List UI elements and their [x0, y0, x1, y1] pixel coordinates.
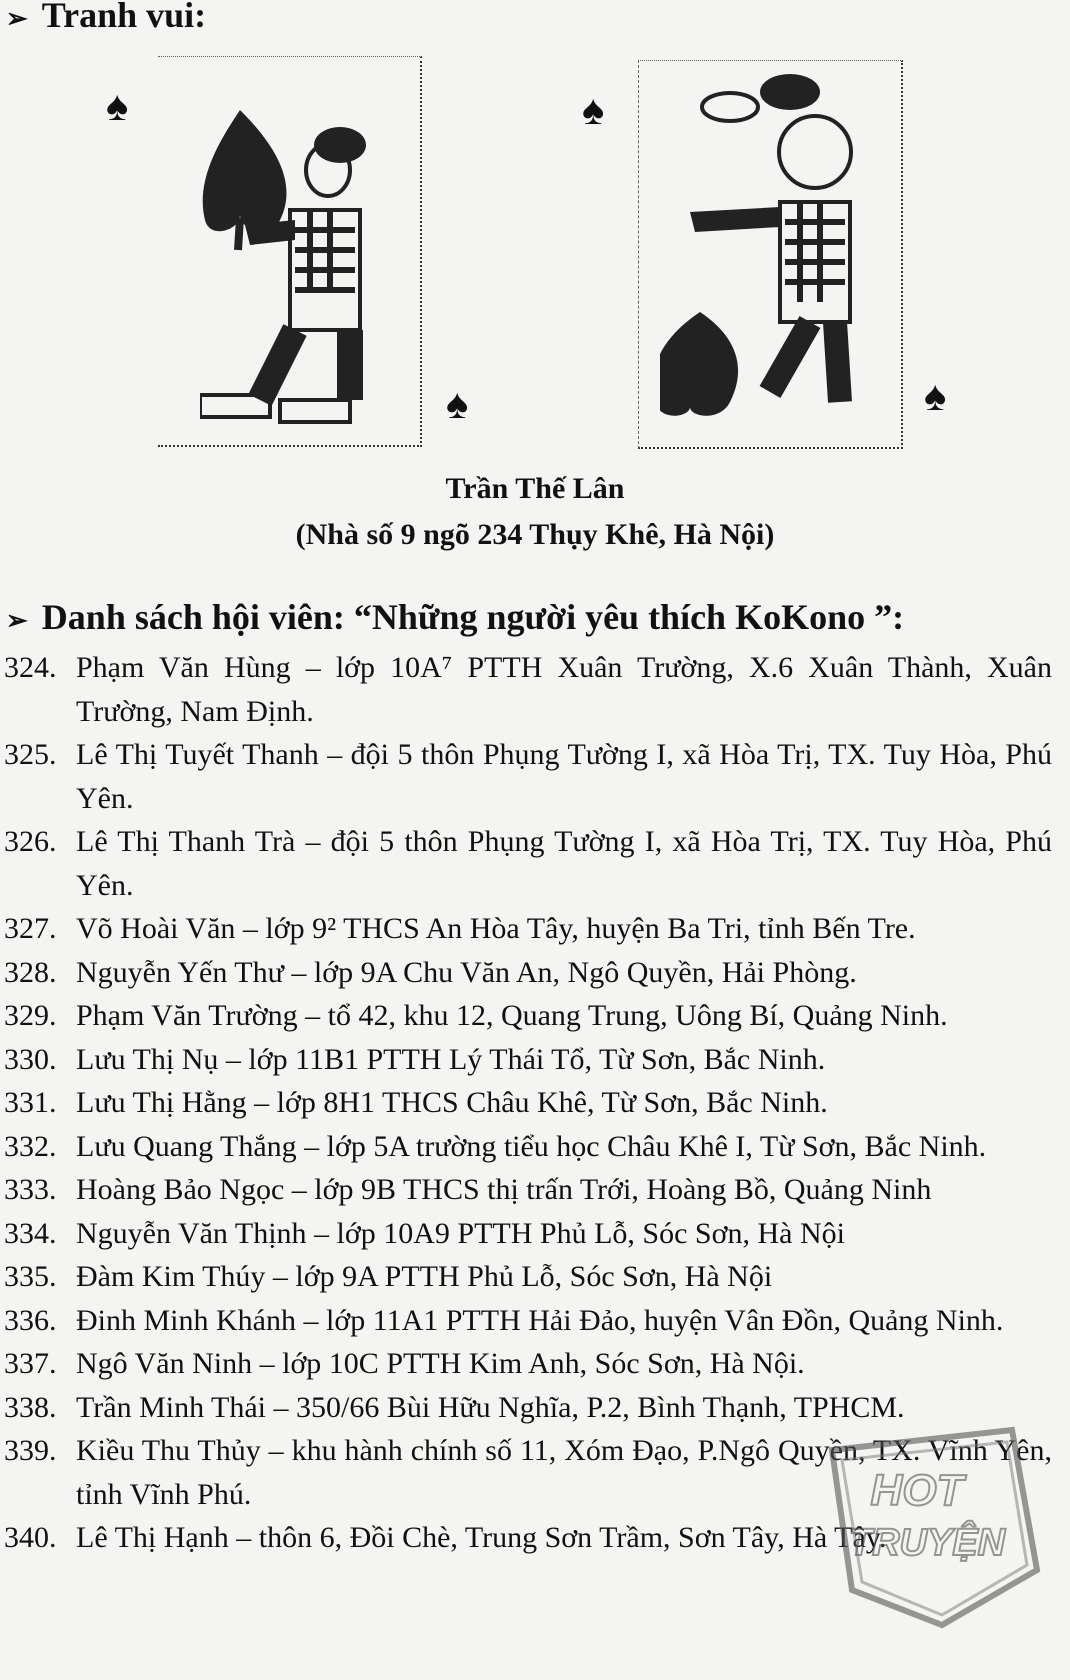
- list-item: [0, 994, 1060, 1038]
- list-item: [0, 1125, 1060, 1169]
- member-number: 338.: [4, 1390, 57, 1424]
- list-item: [0, 646, 1060, 733]
- member-number: 327.: [4, 912, 57, 945]
- member-number: 324.: [4, 651, 57, 684]
- member-details: Nguyễn Yến Thư – lớp 9A Chu Văn An, Ngô Quyền, Hải Phòng.: [76, 955, 857, 989]
- spade-icon: ♠: [106, 84, 129, 130]
- arrowhead-bullet-icon: ➢: [6, 3, 28, 33]
- member-number: 333.: [4, 1173, 57, 1206]
- spade-icon: ♠: [446, 382, 469, 428]
- member-details: Lưu Thị Nụ – lớp 11B1 PTTH Lý Thái Tổ, Từ Sơn, Bắc Ninh.: [76, 1042, 826, 1076]
- member-details: Phạm Văn Hùng – lớp 10A⁷ PTTH Xuân Trường, X.6 Xuân Thành, Xuân Trường, Nam Định.: [76, 651, 1052, 728]
- member-details: Hoàng Bảo Ngọc – lớp 9B THCS thị trấn Trới, Hoàng Bồ, Quảng Ninh: [76, 1173, 932, 1206]
- jack-figure-illustration: [200, 100, 400, 445]
- section-heading-cartoon: [6, 0, 206, 36]
- list-item: [0, 1212, 1060, 1256]
- list-item: [0, 1299, 1060, 1343]
- member-details: Đàm Kim Thúy – lớp 9A PTTH Phủ Lỗ, Sóc Sơn, Hà Nội: [76, 1260, 773, 1293]
- member-details: Kiều Thu Thủy – khu hành chính số 11, Xóm Đạo, P.Ngô Quyền, TX. Vĩnh Yên, tỉnh Vĩnh Phú.: [76, 1434, 1052, 1511]
- member-number: 336.: [4, 1303, 57, 1337]
- illustration-author: Trần Thế Lân: [445, 472, 625, 505]
- member-details: Phạm Văn Trường – tổ 42, khu 12, Quang Trung, Uông Bí, Quảng Ninh.: [76, 999, 948, 1032]
- member-details: Lê Thị Thanh Trà – đội 5 thôn Phụng Tường I, xã Hòa Trị, TX. Tuy Hòa, Phú Yên.: [76, 825, 1052, 902]
- member-details: Ngô Văn Ninh – lớp 10C PTTH Kim Anh, Sóc Sơn, Hà Nội.: [76, 1347, 805, 1380]
- member-number: 334.: [4, 1216, 57, 1250]
- member-number: 325.: [4, 738, 57, 771]
- member-number: 332.: [4, 1129, 57, 1163]
- watermark-text-1: HOT: [870, 1466, 964, 1515]
- illustration-address: (Nhà số 9 ngõ 234 Thụy Khê, Hà Nội): [295, 518, 775, 551]
- member-details: Lê Thị Hạnh – thôn 6, Đồi Chè, Trung Sơn Trầm, Sơn Tây, Hà Tây.: [76, 1521, 887, 1554]
- jack-figure-spilled-illustration: [660, 62, 890, 442]
- list-item: [0, 1255, 1060, 1299]
- member-number: 328.: [4, 955, 57, 989]
- member-details: Lê Thị Tuyết Thanh – đội 5 thôn Phụng Tường I, xã Hòa Trị, TX. Tuy Hòa, Phú Yên.: [76, 738, 1052, 815]
- arrowhead-bullet-icon: ➢: [6, 605, 28, 635]
- member-details: Lưu Quang Thắng – lớp 5A trường tiểu học Châu Khê I, Từ Sơn, Bắc Ninh.: [76, 1129, 987, 1163]
- member-number: 337.: [4, 1347, 57, 1380]
- list-item: [0, 733, 1060, 820]
- member-number: 331.: [4, 1086, 57, 1119]
- spade-icon: ♠: [924, 374, 947, 420]
- section-title: Tranh vui:: [41, 0, 207, 35]
- watermark-logo: [812, 1420, 1042, 1630]
- list-item: [0, 907, 1060, 951]
- list-item: [0, 1038, 1060, 1082]
- member-details: Đinh Minh Khánh – lớp 11A1 PTTH Hải Đảo, huyện Vân Đồn, Quảng Ninh.: [76, 1303, 1004, 1337]
- list-item: [0, 1168, 1060, 1212]
- list-item: [0, 1342, 1060, 1386]
- spade-icon: ♠: [582, 88, 605, 134]
- list-item: [0, 1081, 1060, 1125]
- section-title: Danh sách hội viên: “Những người yêu thích KoKono ”:: [41, 597, 905, 637]
- member-details: Lưu Thị Hằng – lớp 8H1 THCS Châu Khê, Từ Sơn, Bắc Ninh.: [76, 1086, 828, 1119]
- member-number: 329.: [4, 999, 57, 1032]
- member-number: 335.: [4, 1260, 57, 1293]
- watermark-text-2: TRUYỆN: [848, 1522, 1006, 1564]
- member-number: 340.: [4, 1521, 57, 1554]
- member-number: 326.: [4, 825, 57, 858]
- section-heading-members: [6, 596, 904, 638]
- member-details: Võ Hoài Văn – lớp 9² THCS An Hòa Tây, huyện Ba Tri, tỉnh Bến Tre.: [76, 912, 916, 945]
- member-details: Nguyễn Văn Thịnh – lớp 10A9 PTTH Phủ Lỗ, Sóc Sơn, Hà Nội: [76, 1216, 845, 1250]
- list-item: [0, 951, 1060, 995]
- member-details: Trần Minh Thái – 350/66 Bùi Hữu Nghĩa, P.2, Bình Thạnh, TPHCM.: [76, 1390, 905, 1424]
- list-item: [0, 820, 1060, 907]
- member-number: 330.: [4, 1042, 57, 1076]
- member-number: 339.: [4, 1434, 57, 1467]
